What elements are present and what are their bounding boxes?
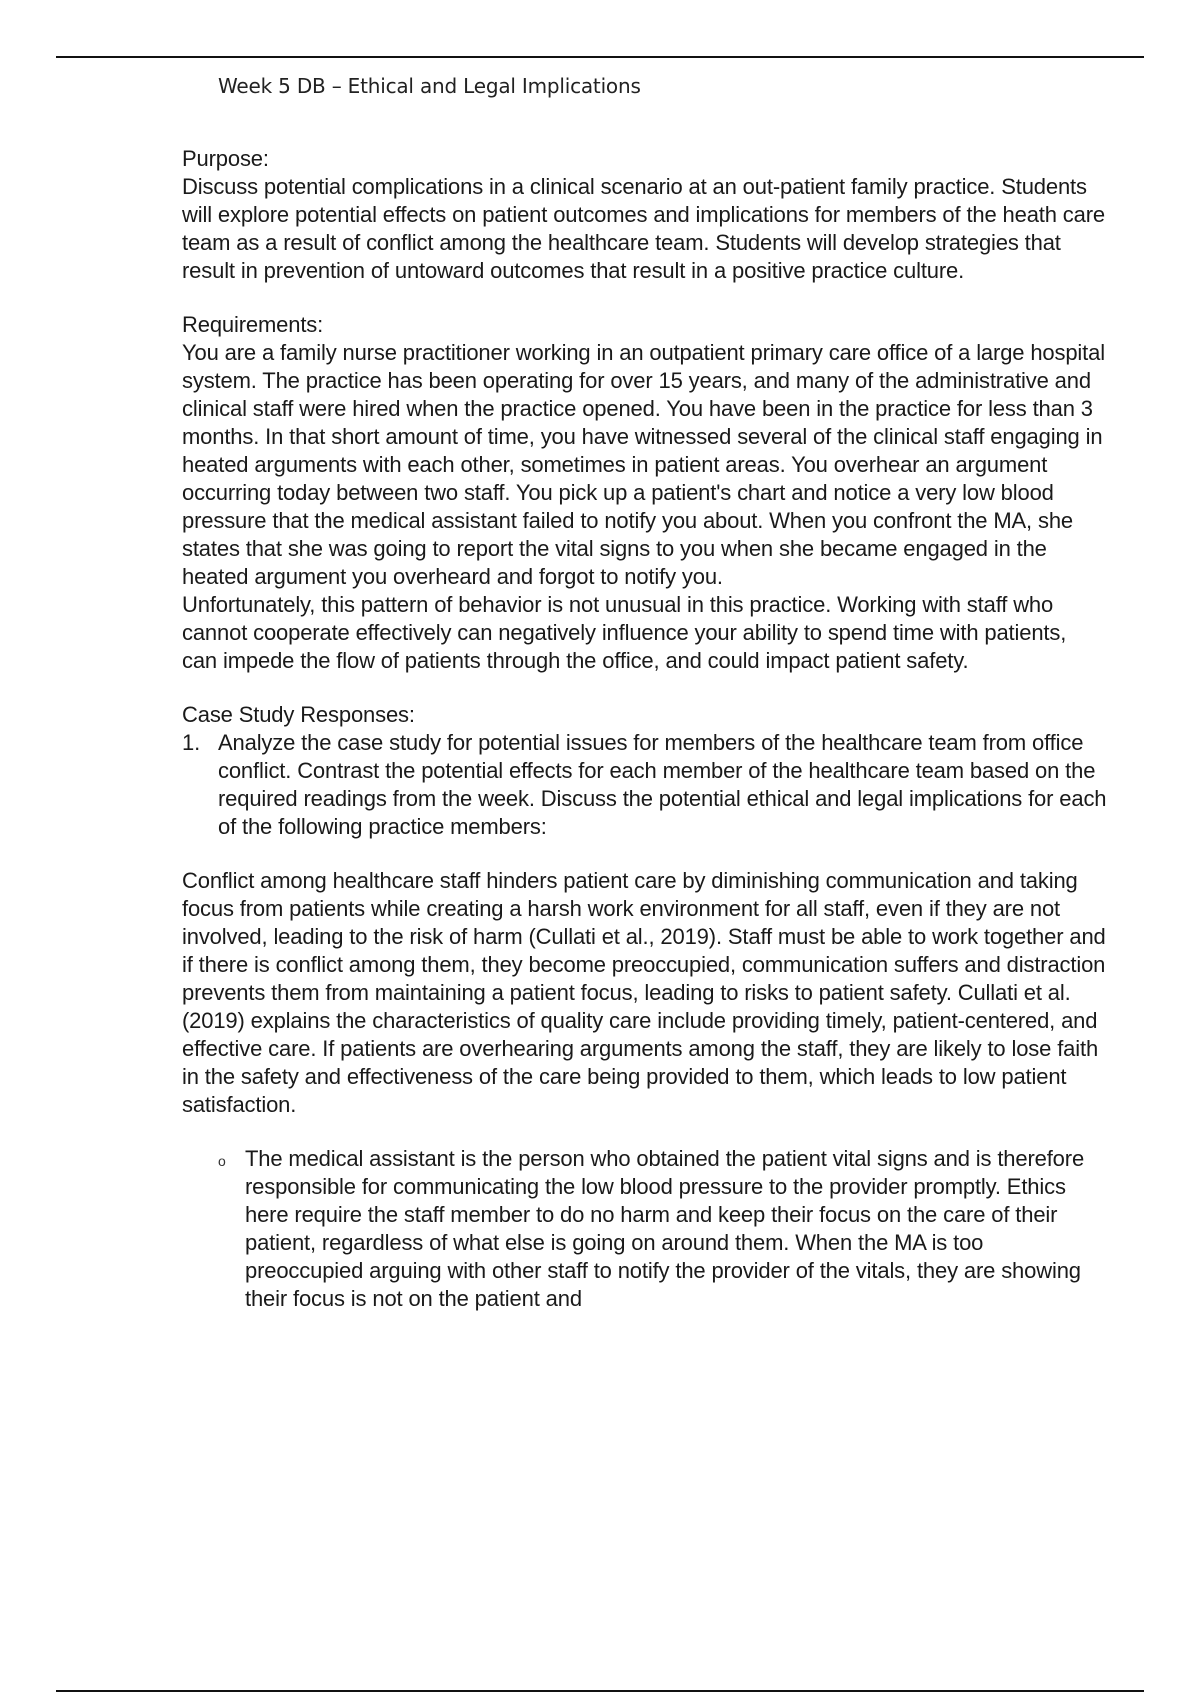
spacer [182, 675, 1107, 701]
requirements-heading: Requirements: [182, 312, 324, 337]
document-body [182, 145, 1107, 1313]
requirements-paragraph-1: You are a family nurse practitioner working in an outpatient primary care office of a large hospital system. The practice has been operating for over 15 years, and many of the administrative and clinical staff were hired when the practice opened. You have been in the practice for less than 3 months. In that short amount of time, you have witnessed several of the clinical staff engaging in heated arguments with each other, sometimes in patient areas. You overhear an argument occurring today between two staff. You pick up a patient's chart and notice a very low blood pressure that the medical assistant failed to notify you about. When you confront the MA, she states that she was going to report the vital signs to you when she became engaged in the heated argument you overheard and forgot to notify you. [182, 340, 1105, 589]
top-rule [56, 56, 1144, 58]
circle-bullet-icon: o [218, 1153, 226, 1169]
case-study-heading: Case Study Responses: [182, 702, 415, 727]
spacer [182, 285, 1107, 311]
case-study-response: Conflict among healthcare staff hinders patient care by diminishing communication and taking focus from patients while creating a harsh work environment for all staff, even if they are not involved, leading to the risk of harm (Cullati et al., 2019). Staff must be able to work together and if there is conflict among them, they become preoccupied, communication suffers and distraction prevents them from maintaining a patient focus, leading to risks to patient safety. Cullati et al. (2019) explains the characteristics of quality care include providing timely, patient-centered, and effective care. If patients are overhearing arguments among the staff, they are likely to lose faith in the safety and effectiveness of the care being provided to them, which leads to low patient satisfaction. [182, 868, 1106, 1117]
spacer [182, 841, 1107, 867]
requirements-paragraph-2: Unfortunately, this pattern of behavior is not unusual in this practice. Working with staff who cannot cooperate effectively can negatively influence your ability to spend time with patients, can impede the flow of patients through the office, and could impact patient safety. [182, 592, 1067, 673]
case-study-list-item-1 [182, 729, 1107, 841]
sub-bullet-medical-assistant [218, 1145, 1107, 1313]
spacer [182, 1119, 1107, 1145]
purpose-heading: Purpose: [182, 146, 269, 171]
document-header-title: Week 5 DB – Ethical and Legal Implications [218, 74, 641, 98]
purpose-body: Discuss potential complications in a clinical scenario at an out-patient family practice. Students will explore potential effects on patient outcomes and implications for members of the heath care team as a result of conflict among the healthcare team. Students will develop strategies that result in prevention of untoward outcomes that result in a positive practice culture. [182, 174, 1105, 283]
list-number: 1. [182, 730, 201, 755]
bottom-rule [56, 1690, 1144, 1692]
sub-bullet-text: The medical assistant is the person who obtained the patient vital signs and is therefore responsible for communicating the low blood pressure to the provider promptly. Ethics here require the staff member to do no harm and keep their focus on the care of their patient, regardless of what else is going on around them. When the MA is too preoccupied arguing with other staff to notify the provider of the vitals, they are showing their focus is not on the patient and [245, 1146, 1085, 1311]
list-item-text: Analyze the case study for potential issues for members of the healthcare team from office conflict. Contrast the potential effects for each member of the healthcare team based on the required readings from the week. Discuss the potential ethical and legal implications for each of the following practice members: [218, 730, 1107, 839]
